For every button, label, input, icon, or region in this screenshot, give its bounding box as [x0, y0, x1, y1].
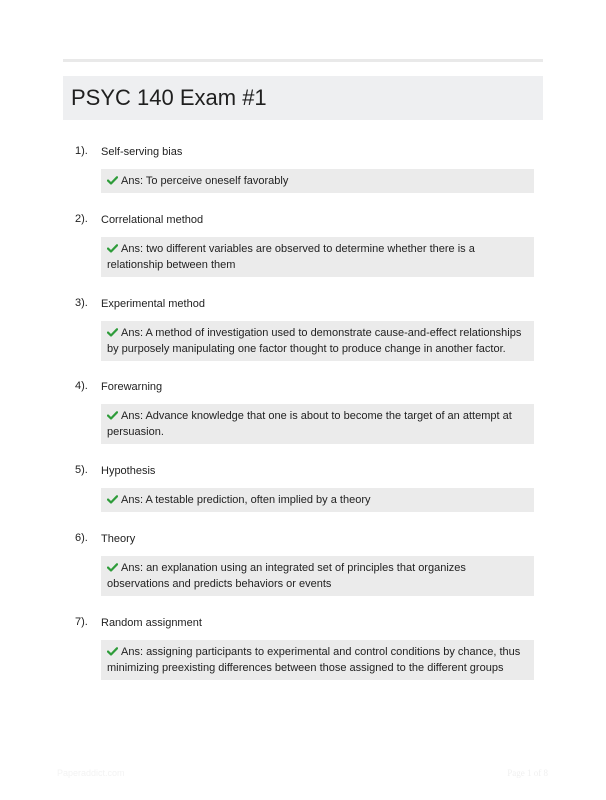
question-term: Self-serving bias: [101, 146, 183, 158]
check-icon: [107, 176, 118, 185]
answer-text: Ans: To perceive oneself favorably: [121, 175, 289, 187]
page-number: Page 1 of 8: [507, 768, 548, 778]
footer-watermark: Paperaddict.com: [57, 768, 125, 778]
answer-box: [101, 237, 534, 277]
check-icon: [107, 244, 118, 253]
question-term: Correlational method: [101, 214, 204, 226]
question-term: Random assignment: [101, 617, 202, 629]
answer-box: [101, 556, 534, 596]
check-icon: [107, 411, 118, 420]
question-term: Experimental method: [101, 298, 205, 310]
answer-box: [101, 488, 534, 512]
question-term: Forewarning: [101, 381, 163, 393]
question-number: 2).: [75, 213, 88, 225]
answer-box: [101, 169, 534, 193]
answer-text: Ans: two different variables are observed to determine whether there is a relationship between them: [107, 243, 475, 271]
question-number: 4).: [75, 380, 88, 392]
question-term: Theory: [101, 533, 136, 545]
question-number: 1).: [75, 145, 88, 157]
page-title: PSYC 140 Exam #1: [71, 85, 267, 110]
check-icon: [107, 495, 118, 504]
question-number: 7).: [75, 616, 88, 628]
question-number: 5).: [75, 464, 88, 476]
check-icon: [107, 328, 118, 337]
question-number: 6).: [75, 532, 88, 544]
title-bar: [63, 76, 543, 120]
question-number: 3).: [75, 297, 88, 309]
answer-text: Ans: Advance knowledge that one is about to become the target of an attempt at persuasion.: [107, 410, 512, 438]
answer-text: Ans: assigning participants to experimental and control conditions by chance, thus minimizing preexisting differences between those assigned to the different groups: [107, 646, 521, 674]
top-divider: [63, 59, 543, 62]
answer-text: Ans: A testable prediction, often implied by a theory: [121, 494, 371, 506]
answer-text: Ans: A method of investigation used to demonstrate cause-and-effect relationships by purposely manipulating one factor thought to produce change in another factor.: [107, 327, 522, 355]
answer-box: [101, 321, 534, 361]
answer-text: Ans: an explanation using an integrated set of principles that organizes observations and predicts behaviors or events: [107, 562, 466, 590]
check-icon: [107, 647, 118, 656]
answer-box: [101, 404, 534, 444]
question-term: Hypothesis: [101, 465, 156, 477]
check-icon: [107, 563, 118, 572]
answer-box: [101, 640, 534, 680]
